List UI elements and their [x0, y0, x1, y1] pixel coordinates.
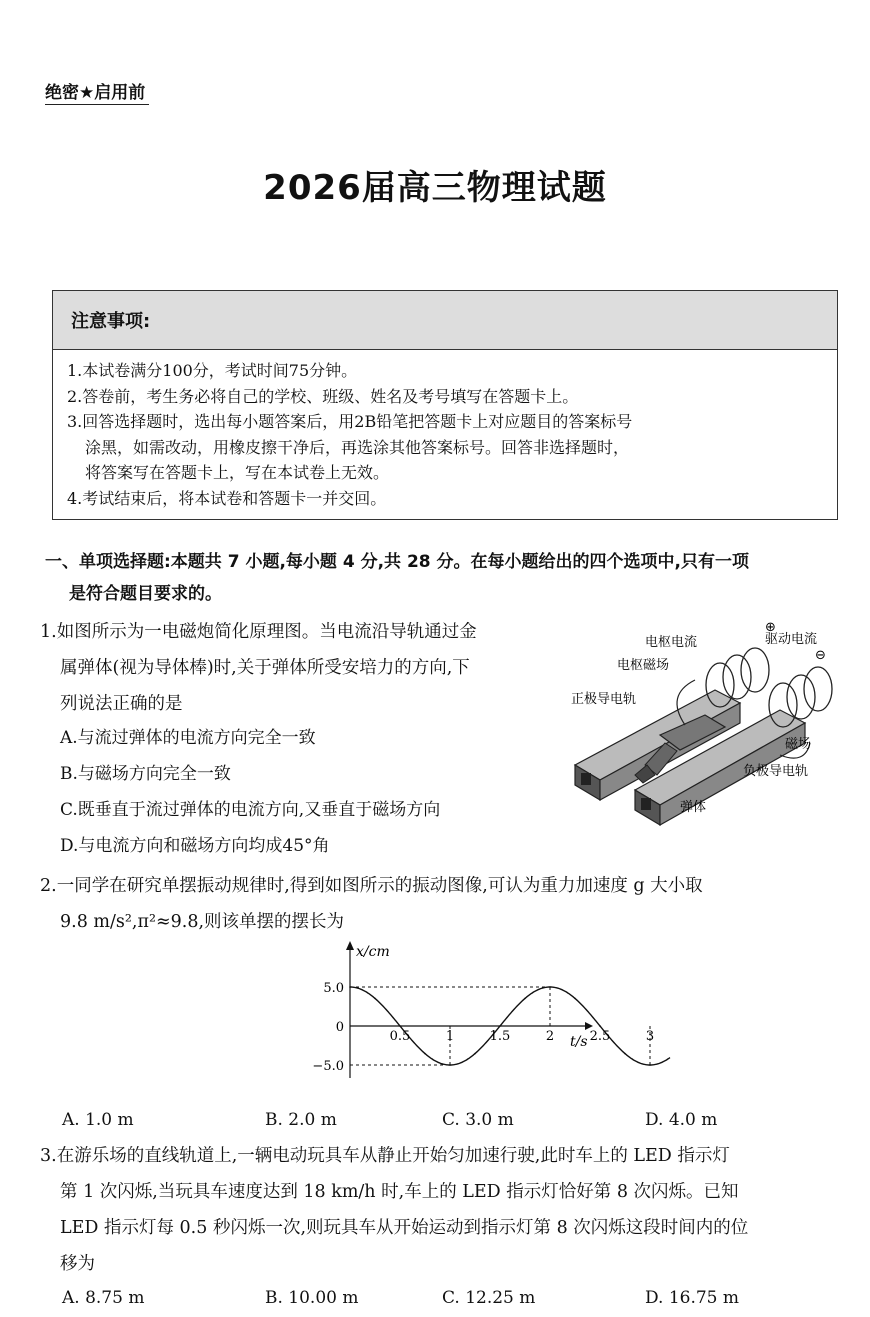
rail-hole [581, 773, 591, 785]
option-a: A.与流过弹体的电流方向完全一致 [60, 728, 316, 748]
label-projectile: 弹体 [680, 800, 707, 815]
question-line: 列说法正确的是 [60, 694, 183, 714]
x-tick-label: 2.5 [589, 1029, 611, 1044]
option-d: D.与电流方向和磁场方向均成45°角 [60, 836, 330, 856]
x-tick-label: 2 [545, 1029, 555, 1044]
label-armature-field: 电枢磁场 [617, 658, 670, 673]
data-point [449, 1064, 451, 1066]
option-d: D. 16.75 m [645, 1288, 740, 1308]
notice-heading: 注意事项: [71, 311, 151, 332]
notice-box [52, 290, 838, 520]
section-heading-line: 一、单项选择题:本题共 7 小题,每小题 4 分,共 28 分。在每小题给出的四个选项中,只有一项 [45, 552, 749, 572]
notice-item: 2.答卷前，考生务必将自己的学校、班级、姓名及考号填写在答题卡上。 [67, 386, 579, 406]
notice-list [53, 350, 837, 511]
notice-item: 将答案写在答题卡上，写在本试卷上无效。 [85, 463, 390, 482]
rail-hole [641, 798, 651, 810]
chart-tick-labels [312, 944, 654, 1074]
x-axis-label: t/s [570, 1034, 588, 1050]
section-heading-line: 是符合题目要求的。 [69, 584, 222, 604]
chart-axes [346, 941, 650, 1078]
y-tick-label: 0 [335, 1020, 344, 1035]
data-point [374, 998, 376, 1000]
data-point [599, 1025, 601, 1027]
option-a: A. 1.0 m [62, 1110, 134, 1130]
notice-item: 1.本试卷满分100分，考试时间75分钟。 [67, 361, 358, 380]
x-tick-label: 0.5 [389, 1029, 411, 1044]
data-point [499, 1025, 501, 1027]
data-point [524, 998, 526, 1000]
label-armature-current: 电枢电流 [645, 635, 698, 650]
question-line: 3.在游乐场的直线轨道上,一辆电动玩具车从静止开始匀加速行驶,此时车上的 LED 指示灯 [40, 1146, 730, 1166]
option-c: C. 12.25 m [442, 1288, 536, 1308]
x-tick-label: 1 [445, 1029, 455, 1044]
question-line: 1.如图所示为一电磁炮简化原理图。当电流沿导轨通过金 [40, 622, 477, 642]
label-magnetic-field: 磁场 [785, 737, 812, 752]
vibration-chart [300, 938, 655, 1088]
page-title: 2026届高三物理试题 [263, 168, 607, 208]
y-axis-arrow [346, 941, 354, 950]
x-tick-label: 3 [645, 1029, 655, 1044]
x-tick-label: 1.5 [489, 1029, 511, 1044]
question-3-stem [40, 1138, 855, 1282]
data-point [424, 1053, 426, 1055]
notice-item: 4.考试结束后，将本试卷和答题卡一并交回。 [67, 488, 387, 508]
question-line: LED 指示灯每 0.5 秒闪烁一次,则玩具车从开始运动到指示灯第 8 次闪烁这段时间内的位 [60, 1218, 749, 1238]
notice-item: 涂黑，如需改动，用橡皮擦干净后，再选涂其他答案标号。回答非选择题时， [85, 437, 630, 457]
data-point [474, 1053, 476, 1055]
question-1-options [60, 720, 580, 864]
plus-icon: ⊕ [765, 620, 776, 635]
data-point [649, 1064, 651, 1066]
label-negative-rail: 负极导电轨 [743, 764, 809, 779]
question-line: 属弹体(视为导体棒)时,关于弹体所受安培力的方向,下 [60, 658, 470, 678]
question-line: 9.8 m/s²,π²≈9.8,则该单摆的摆长为 [60, 912, 345, 932]
y-axis-label: x/cm [356, 944, 390, 960]
option-b: B. 10.00 m [265, 1288, 359, 1308]
label-positive-rail: 正极导电轨 [571, 692, 637, 707]
question-line: 2.一同学在研究单摆振动规律时,得到如图所示的振动图像,可认为重力加速度 g 大小取 [40, 876, 703, 896]
minus-icon: ⊖ [815, 648, 826, 663]
option-a: A. 8.75 m [62, 1288, 145, 1308]
option-b: B.与磁场方向完全一致 [60, 764, 231, 784]
y-tick-label: −5.0 [312, 1059, 344, 1074]
question-line: 第 1 次闪烁,当玩具车速度达到 18 km/h 时,车上的 LED 指示灯恰好第 8 次闪烁。已知 [60, 1182, 739, 1202]
data-point [574, 998, 576, 1000]
option-c: C. 3.0 m [442, 1110, 514, 1130]
option-c: C.既垂直于流过弹体的电流方向,又垂直于磁场方向 [60, 800, 441, 820]
option-b: B. 2.0 m [265, 1110, 337, 1130]
data-point [349, 986, 351, 988]
section-heading [45, 546, 845, 610]
notice-header [53, 291, 837, 350]
question-line: 移为 [60, 1254, 95, 1274]
data-point [399, 1025, 401, 1027]
data-point [624, 1053, 626, 1055]
question-1-stem [40, 614, 570, 722]
data-point [549, 986, 551, 988]
label-drive-current: 驱动电流 [765, 632, 818, 647]
railgun-figure [565, 615, 855, 830]
option-d: D. 4.0 m [645, 1110, 718, 1130]
notice-item: 3.回答选择题时，选出每小题答案后，用2B铅笔把答题卡上对应题目的答案标号 [67, 412, 633, 431]
confidential-label: 绝密★启用前 [45, 78, 149, 105]
question-2-stem [40, 868, 855, 940]
y-tick-label: 5.0 [323, 981, 344, 996]
